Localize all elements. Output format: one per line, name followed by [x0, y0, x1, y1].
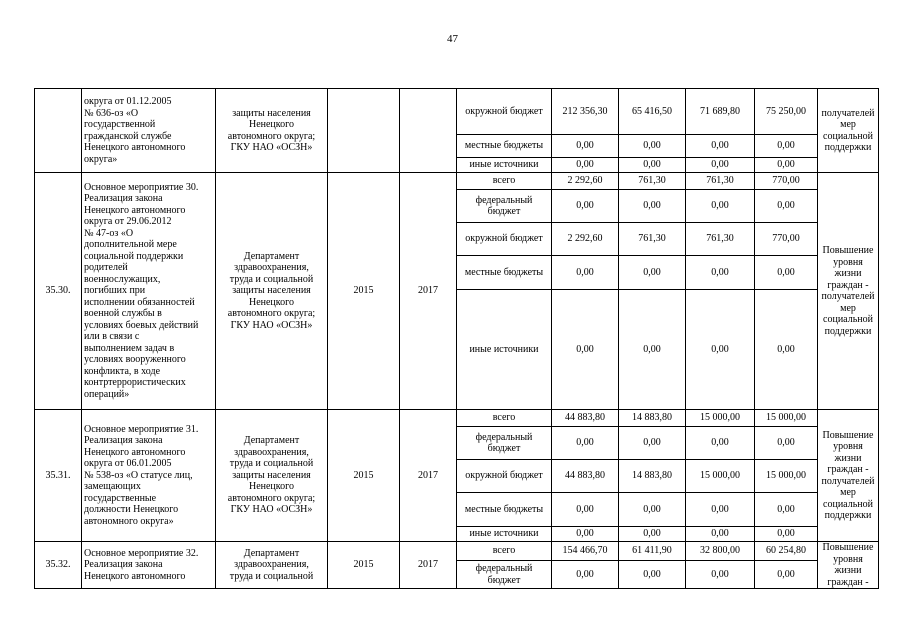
- year-2-amount-cell: 15 000,00: [686, 460, 755, 493]
- funding-source-cell: всего: [457, 173, 552, 190]
- start-year-cell: 2015: [328, 173, 400, 410]
- start-year-cell: 2015: [328, 410, 400, 542]
- year-1-amount-cell: 0,00: [619, 427, 686, 460]
- expected-result-cell: Повышение уровня жизни граждан -: [818, 542, 879, 589]
- activity-name-cell: Основное мероприятие 30. Реализация закона Ненецкого автономного округа от 29.06.2012 № 47-оз «О дополнительной мере социальной поддержки родителей военнослужащих, погибших при исполнении обязанностей военной службы в условиях боевых действий или в связи с выполнением задач в условиях вооруженного конфликта, в ходе контртеррористических операций»: [82, 173, 216, 410]
- total-amount-cell: 0,00: [552, 190, 619, 223]
- year-3-amount-cell: 0,00: [755, 527, 818, 542]
- expected-result-cell: Повышение уровня жизни граждан - получателей мер социальной поддержки: [818, 410, 879, 542]
- total-amount-cell: 0,00: [552, 493, 619, 527]
- year-1-amount-cell: 0,00: [619, 135, 686, 158]
- total-amount-cell: 0,00: [552, 561, 619, 589]
- year-3-amount-cell: 15 000,00: [755, 410, 818, 427]
- funding-source-cell: иные источники: [457, 158, 552, 173]
- expected-result-cell: получателей мер социальной поддержки: [818, 89, 879, 173]
- funding-source-cell: иные источники: [457, 527, 552, 542]
- year-2-amount-cell: 71 689,80: [686, 89, 755, 135]
- item-number-cell: 35.31.: [35, 410, 82, 542]
- year-3-amount-cell: 60 254,80: [755, 542, 818, 561]
- year-2-amount-cell: 0,00: [686, 427, 755, 460]
- total-amount-cell: 2 292,60: [552, 173, 619, 190]
- total-amount-cell: 0,00: [552, 135, 619, 158]
- activity-name-cell: Основное мероприятие 31. Реализация закона Ненецкого автономного округа от 06.01.2005 № 538-оз «О статусе лиц, замещающих государственные должности Ненецкого автономного округа»: [82, 410, 216, 542]
- executor-cell: защиты населения Ненецкого автономного округа; ГКУ НАО «ОСЗН»: [216, 89, 328, 173]
- funding-source-cell: всего: [457, 410, 552, 427]
- year-1-amount-cell: 65 416,50: [619, 89, 686, 135]
- year-2-amount-cell: 0,00: [686, 158, 755, 173]
- year-3-amount-cell: 770,00: [755, 173, 818, 190]
- end-year-cell: 2017: [400, 173, 457, 410]
- activity-name-cell: округа от 01.12.2005 № 636-оз «О государственной гражданской службе Ненецкого автономного округа»: [82, 89, 216, 173]
- year-1-amount-cell: 0,00: [619, 561, 686, 589]
- funding-source-cell: иные источники: [457, 290, 552, 410]
- year-1-amount-cell: 761,30: [619, 173, 686, 190]
- funding-source-cell: местные бюджеты: [457, 135, 552, 158]
- table-row: [35, 542, 879, 561]
- item-number-cell: [35, 89, 82, 173]
- total-amount-cell: 0,00: [552, 256, 619, 290]
- year-2-amount-cell: 0,00: [686, 290, 755, 410]
- year-1-amount-cell: 61 411,90: [619, 542, 686, 561]
- funding-source-cell: окружной бюджет: [457, 460, 552, 493]
- total-amount-cell: 44 883,80: [552, 410, 619, 427]
- year-2-amount-cell: 0,00: [686, 493, 755, 527]
- year-1-amount-cell: 0,00: [619, 158, 686, 173]
- year-1-amount-cell: 14 883,80: [619, 460, 686, 493]
- funding-source-cell: федеральный бюджет: [457, 561, 552, 589]
- total-amount-cell: 0,00: [552, 290, 619, 410]
- funding-source-cell: окружной бюджет: [457, 223, 552, 256]
- item-number-cell: 35.32.: [35, 542, 82, 589]
- total-amount-cell: 44 883,80: [552, 460, 619, 493]
- page-number: 47: [447, 33, 458, 45]
- total-amount-cell: 0,00: [552, 527, 619, 542]
- year-2-amount-cell: 0,00: [686, 527, 755, 542]
- year-2-amount-cell: 0,00: [686, 256, 755, 290]
- year-2-amount-cell: 761,30: [686, 173, 755, 190]
- total-amount-cell: 212 356,30: [552, 89, 619, 135]
- table-row: [35, 173, 879, 190]
- total-amount-cell: 0,00: [552, 427, 619, 460]
- year-3-amount-cell: 0,00: [755, 427, 818, 460]
- funding-source-cell: всего: [457, 542, 552, 561]
- year-1-amount-cell: 0,00: [619, 527, 686, 542]
- year-3-amount-cell: 770,00: [755, 223, 818, 256]
- year-1-amount-cell: 0,00: [619, 256, 686, 290]
- executor-cell: Департамент здравоохранения, труда и социальной защиты населения Ненецкого автономного округа; ГКУ НАО «ОСЗН»: [216, 173, 328, 410]
- year-3-amount-cell: 0,00: [755, 290, 818, 410]
- year-2-amount-cell: 761,30: [686, 223, 755, 256]
- start-year-cell: [328, 89, 400, 173]
- year-2-amount-cell: 32 800,00: [686, 542, 755, 561]
- year-1-amount-cell: 0,00: [619, 190, 686, 223]
- funding-source-cell: окружной бюджет: [457, 89, 552, 135]
- table-row: [35, 410, 879, 427]
- total-amount-cell: 2 292,60: [552, 223, 619, 256]
- item-number-cell: 35.30.: [35, 173, 82, 410]
- activity-name-cell: Основное мероприятие 32. Реализация закона Ненецкого автономного: [82, 542, 216, 589]
- year-2-amount-cell: 0,00: [686, 135, 755, 158]
- year-2-amount-cell: 0,00: [686, 561, 755, 589]
- table-body: [35, 89, 879, 589]
- funding-source-cell: федеральный бюджет: [457, 427, 552, 460]
- year-2-amount-cell: 15 000,00: [686, 410, 755, 427]
- program-activities-table: [34, 88, 879, 589]
- year-1-amount-cell: 0,00: [619, 290, 686, 410]
- year-3-amount-cell: 0,00: [755, 493, 818, 527]
- year-1-amount-cell: 14 883,80: [619, 410, 686, 427]
- executor-cell: Департамент здравоохранения, труда и социальной защиты населения Ненецкого автономного округа; ГКУ НАО «ОСЗН»: [216, 410, 328, 542]
- year-1-amount-cell: 761,30: [619, 223, 686, 256]
- funding-source-cell: местные бюджеты: [457, 493, 552, 527]
- funding-source-cell: местные бюджеты: [457, 256, 552, 290]
- funding-source-cell: федеральный бюджет: [457, 190, 552, 223]
- total-amount-cell: 0,00: [552, 158, 619, 173]
- year-3-amount-cell: 0,00: [755, 135, 818, 158]
- end-year-cell: 2017: [400, 410, 457, 542]
- year-3-amount-cell: 75 250,00: [755, 89, 818, 135]
- start-year-cell: 2015: [328, 542, 400, 589]
- year-3-amount-cell: 0,00: [755, 190, 818, 223]
- year-3-amount-cell: 0,00: [755, 256, 818, 290]
- total-amount-cell: 154 466,70: [552, 542, 619, 561]
- year-3-amount-cell: 0,00: [755, 561, 818, 589]
- end-year-cell: [400, 89, 457, 173]
- year-2-amount-cell: 0,00: [686, 190, 755, 223]
- year-3-amount-cell: 0,00: [755, 158, 818, 173]
- executor-cell: Департамент здравоохранения, труда и социальной: [216, 542, 328, 589]
- year-3-amount-cell: 15 000,00: [755, 460, 818, 493]
- expected-result-cell: Повышение уровня жизни граждан - получателей мер социальной поддержки: [818, 173, 879, 410]
- table-row: [35, 89, 879, 135]
- end-year-cell: 2017: [400, 542, 457, 589]
- year-1-amount-cell: 0,00: [619, 493, 686, 527]
